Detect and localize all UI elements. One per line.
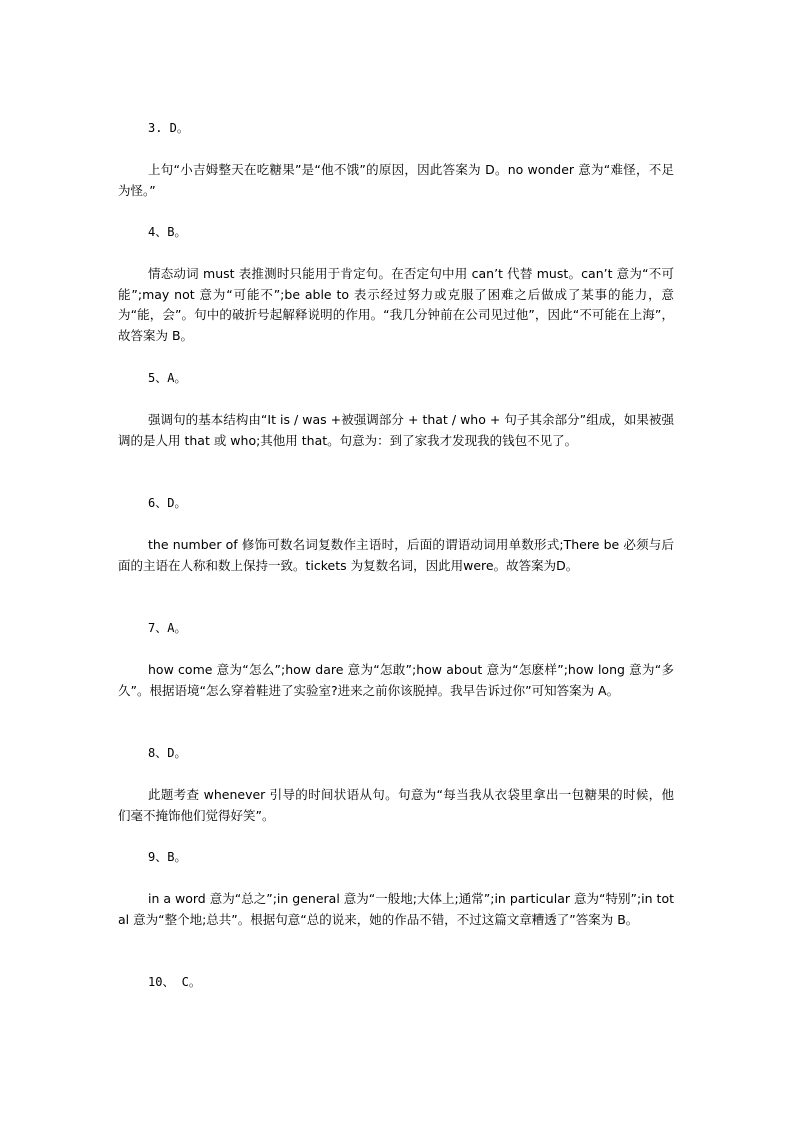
answer-number-10: 10、 C。 [148, 975, 201, 989]
answer-number-9: 9、B。 [148, 850, 187, 864]
explanation-9: in a word 意为“总之”;in general 意为“一般地;大体上;通常”;in particular 意为“特别”;in total 意为“整个地;总共”。根据句意“总的说来，她的作品不错，不过这篇文章糟透了”答案为 B。 [118, 891, 674, 927]
answer-number-3: 3. D。 [148, 121, 189, 135]
answer-number-7: 7、A。 [148, 621, 187, 635]
explanation-3: 上句“小吉姆整天在吃糖果”是“他不饿”的原因，因此答案为 D。no wonder 意为“难怪，不足为怪。” [118, 162, 674, 198]
answer-number-8: 8、D。 [148, 746, 187, 760]
explanation-4: 情态动词 must 表推测时只能用于肯定句。在否定句中用 can’t 代替 must。can’t 意为“不可能”;may not 意为“可能不”;be able to 表示经过努力或克服了困难之后做成了某事的能力，意为“能，会”。句中的破折号起解释说明的作用。“我几分钟前在公司见过他”，因此“不可能在上海”，故答案为 B。 [118, 266, 674, 343]
answer-number-4: 4、B。 [148, 225, 187, 239]
answer-number-6: 6、D。 [148, 496, 187, 510]
answer-number-5: 5、A。 [148, 371, 187, 385]
explanation-5: 强调句的基本结构由“It is / was +被强调部分 + that / who + 句子其余部分”组成，如果被强调的是人用 that 或 who;其他用 that。句意为：到了家我才发现我的钱包不见了。 [118, 412, 674, 448]
explanation-7: how come 意为“怎么”;how dare 意为“怎敢”;how about 意为“怎麽样”;how long 意为“多久”。根据语境“怎么穿着鞋进了实验室?进来之前你该脱掉。我早告诉过你”可知答案为 A。 [118, 662, 674, 698]
explanation-6: the number of 修饰可数名词复数作主语时，后面的谓语动词用单数形式;There be 必须与后面的主语在人称和数上保持一致。tickets 为复数名词，因此用were。故答案为D。 [118, 537, 674, 573]
explanation-8: 此题考查 whenever 引导的时间状语从句。句意为“每当我从衣袋里拿出一包糖果的时候，他们毫不掩饰他们觉得好笑”。 [118, 787, 674, 823]
